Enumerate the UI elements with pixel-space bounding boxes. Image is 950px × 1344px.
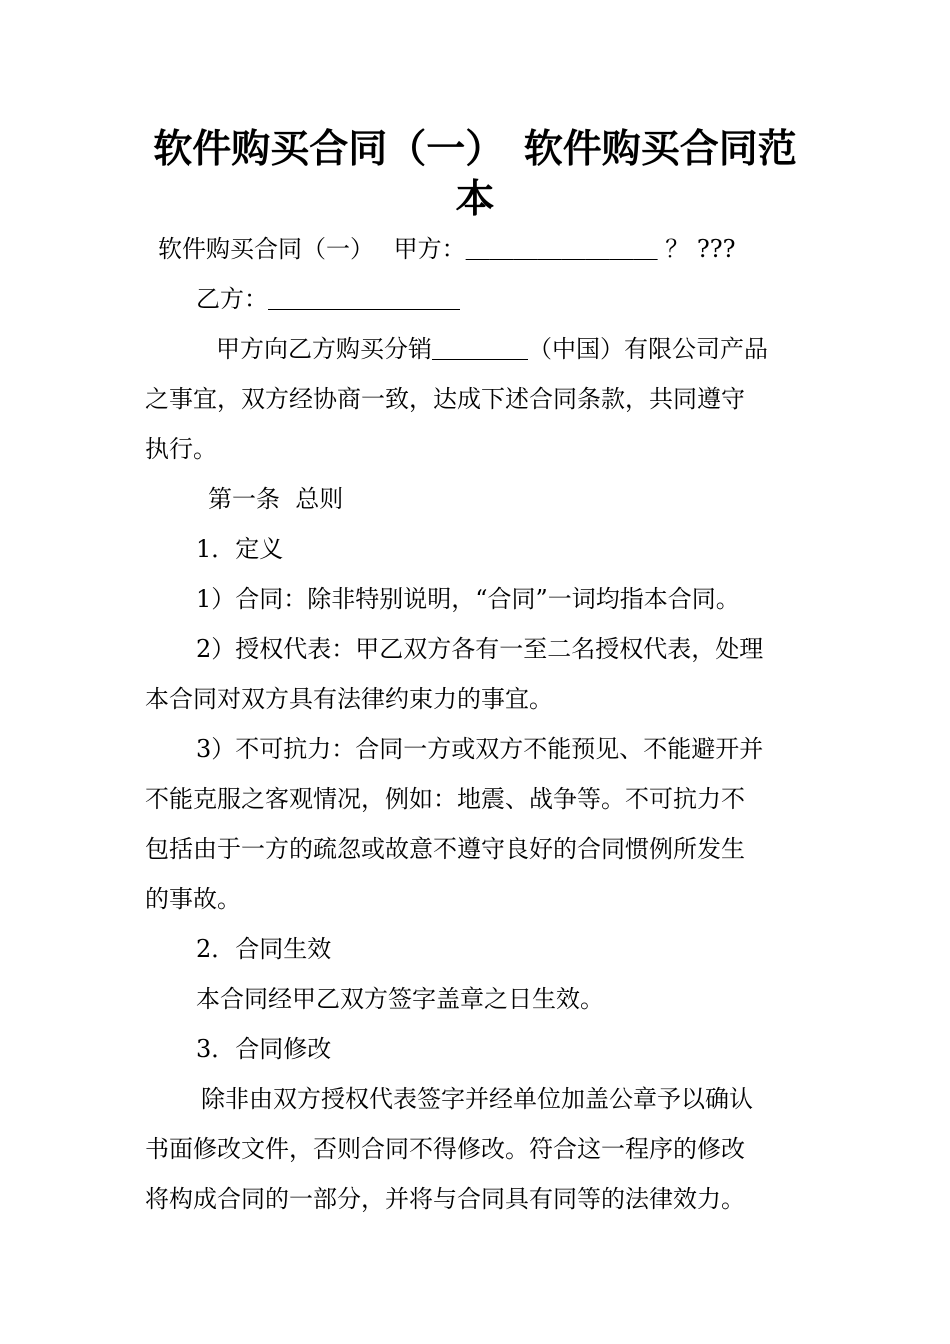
- party-b-line: 乙方：＿＿＿＿＿＿＿＿: [196, 285, 460, 313]
- paragraph-line: 甲方向乙方购买分销＿＿＿＿（中国）有限公司产品: [216, 335, 768, 363]
- paragraph-line: 本合同对双方具有法律约束力的事宜。: [145, 685, 553, 713]
- paragraph-line: 执行。: [145, 435, 217, 463]
- document-title-line-1: 软件购买合同（一） 软件购买合同范: [153, 127, 797, 172]
- paragraph-line: 除非由双方授权代表签字并经单位加盖公章予以确认: [201, 1085, 753, 1113]
- paragraph-line: 本合同经甲乙双方签字盖章之日生效。: [196, 985, 604, 1013]
- paragraph-line: 2）授权代表：甲乙双方各有一至二名授权代表，处理: [196, 635, 764, 663]
- paragraph-line: 3）不可抗力：合同一方或双方不能预见、不能避开并: [196, 735, 764, 763]
- subsection-heading: 1．定义: [196, 535, 284, 563]
- paragraph-line: 1）合同：除非特别说明，“合同”一词均指本合同。: [196, 585, 740, 613]
- document-title-line-2: 本: [455, 177, 495, 222]
- paragraph-line: 之事宜，双方经协商一致，达成下述合同条款，共同遵守: [145, 385, 745, 413]
- paragraph-line: 将构成合同的一部分，并将与合同具有同等的法律效力。: [145, 1185, 745, 1213]
- paragraph-line: 不能克服之客观情况，例如：地震、战争等。不可抗力不: [145, 785, 745, 813]
- subsection-heading: 3．合同修改: [196, 1035, 332, 1063]
- party-a-line: 软件购买合同（一） 甲方：＿＿＿＿＿＿＿＿ ？ ???: [158, 235, 736, 263]
- paragraph-line: 的事故。: [145, 885, 241, 913]
- subsection-heading: 2．合同生效: [196, 935, 332, 963]
- paragraph-line: 书面修改文件，否则合同不得修改。符合这一程序的修改: [145, 1135, 745, 1163]
- paragraph-line: 包括由于一方的疏忽或故意不遵守良好的合同惯例所发生: [145, 835, 745, 863]
- section-heading: 第一条 总则: [208, 485, 344, 513]
